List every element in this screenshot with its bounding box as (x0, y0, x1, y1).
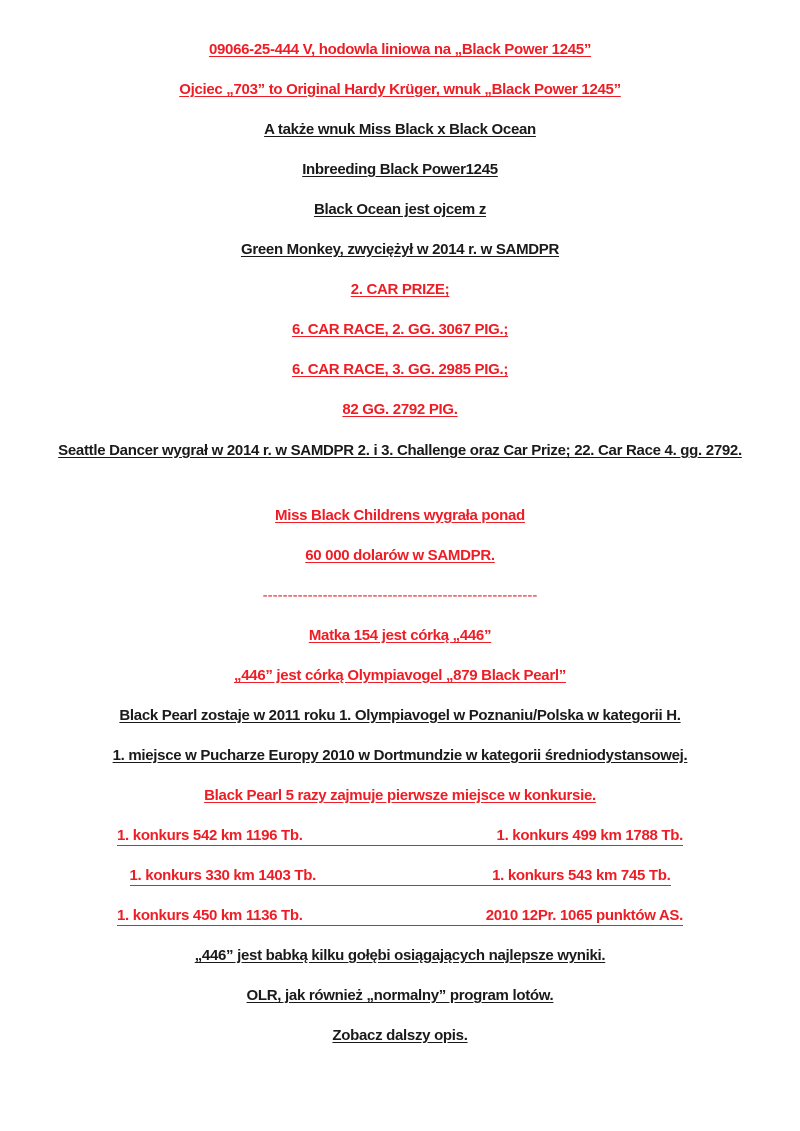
text: Miss Black Childrens wygrała ponad (275, 507, 525, 524)
olr-line (0, 976, 800, 1016)
text: „446” jest babką kilku gołębi osiągających najlepsze wyniki. (194, 947, 606, 964)
text: Zobacz dalszy opis. (332, 1027, 468, 1044)
text: 82 GG. 2792 PIG. (342, 401, 458, 418)
text: Black Ocean jest ojcem z (313, 201, 487, 218)
seattle-dancer-paragraph (0, 430, 800, 496)
text: Inbreeding Black Power1245 (302, 161, 498, 178)
green-monkey-line (0, 230, 800, 270)
grandson-line (0, 110, 800, 150)
text: 6. CAR RACE, 3. GG. 2985 PIG.; (291, 361, 509, 378)
text: 2. CAR PRIZE; (350, 281, 450, 298)
european-cup-line (0, 736, 800, 776)
five-wins-line (0, 776, 800, 816)
text: A także wnuk Miss Black x Black Ocean (264, 121, 536, 138)
text: Green Monkey, zwyciężył w 2014 r. w SAMDPR (240, 241, 560, 258)
result-left: 1. konkurs 542 km 1196 Tb. (117, 826, 303, 844)
result-right: 1. konkurs 543 km 745 Tb. (492, 866, 671, 884)
text: 6. CAR RACE, 2. GG. 3067 PIG.; (291, 321, 509, 338)
car-prize-line (0, 270, 800, 310)
car-race-line-2 (0, 350, 800, 390)
winnings-line (0, 536, 800, 576)
gg-line (0, 390, 800, 430)
grandmother-line (0, 936, 800, 976)
result-right: 2010 12Pr. 1065 punktów AS. (485, 906, 683, 924)
text: 1. miejsce w Pucharze Europy 2010 w Dortmundzie w kategorii średniodystansowej. (112, 747, 688, 764)
father-line (0, 70, 800, 110)
mother-line (0, 616, 800, 656)
text: Black Pearl 5 razy zajmuje pierwsze miejsce w konkursie. (204, 787, 596, 804)
olympiavogel-line (0, 696, 800, 736)
car-race-line-1 (0, 310, 800, 350)
text: 09066-25-444 V, hodowla liniowa na „Black Power 1245” (208, 41, 592, 58)
text: 60 000 dolarów w SAMDPR. (305, 547, 495, 564)
text: ------------------------------------------------------- (262, 587, 538, 604)
pedigree-line (0, 30, 800, 70)
inbreeding-line (0, 150, 800, 190)
result-row (0, 816, 800, 856)
document-page (0, 30, 800, 1056)
result-row (0, 856, 800, 896)
miss-black-line (0, 496, 800, 536)
text: Ojciec „703” to Original Hardy Krüger, wnuk „Black Power 1245” (179, 81, 621, 98)
text: „446” jest córką Olympiavogel „879 Black Pearl” (234, 667, 566, 684)
text: Matka 154 jest córką „446” (308, 627, 492, 644)
daughter-line (0, 656, 800, 696)
separator (0, 576, 800, 616)
result-left: 1. konkurs 450 km 1136 Tb. (117, 906, 303, 924)
see-more-line (0, 1016, 800, 1056)
text: Black Pearl zostaje w 2011 roku 1. Olympiavogel w Poznaniu/Polska w kategorii H. (119, 707, 681, 724)
text: OLR, jak również „normalny” program lotów. (246, 987, 554, 1004)
result-left: 1. konkurs 330 km 1403 Tb. (129, 866, 316, 884)
result-right: 1. konkurs 499 km 1788 Tb. (496, 826, 683, 844)
text: Seattle Dancer wygrał w 2014 r. w SAMDPR 2. i 3. Challenge oraz Car Prize; 22. Car Race 4. gg. 2792. (58, 442, 742, 459)
black-ocean-line (0, 190, 800, 230)
result-row (0, 896, 800, 936)
